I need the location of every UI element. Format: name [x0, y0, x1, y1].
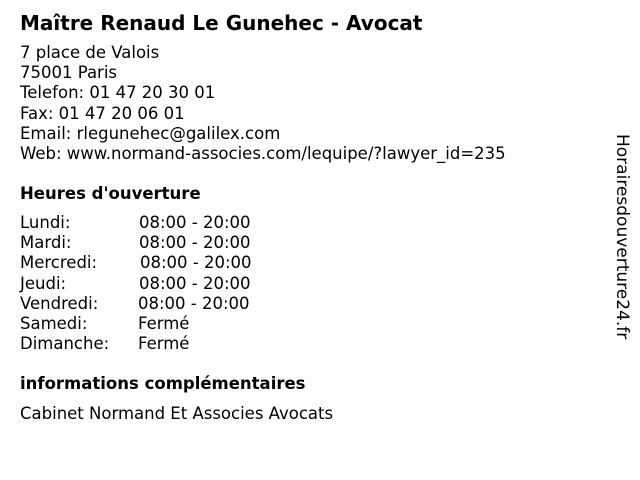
hours-row-thursday: [20, 274, 320, 294]
address-street: 7 place de Valois: [20, 43, 160, 62]
day-hours: 08:00 - 20:00: [140, 253, 252, 273]
fax-number: Fax: 01 47 20 06 01: [20, 103, 185, 123]
address-city: 75001 Paris: [20, 63, 118, 83]
day-label: Mercredi:: [20, 253, 98, 273]
hours-row-wednesday: [20, 253, 320, 273]
day-hours: 08:00 - 20:00: [139, 213, 251, 232]
contact-block: [20, 43, 506, 164]
day-label: Lundi:: [20, 213, 71, 232]
website-url: Web: www.normand-associes.com/lequipe/?lawyer_id=235: [20, 143, 506, 163]
day-hours: 08:00 - 20:00: [138, 293, 250, 313]
day-hours: Fermé: [138, 313, 190, 333]
day-hours: 08:00 - 20:00: [139, 273, 251, 293]
day-label: Jeudi:: [20, 273, 67, 293]
hours-row-tuesday: [20, 233, 320, 253]
site-brand-vertical: Horairesdouverture24.fr: [612, 134, 632, 340]
opening-hours-heading: Heures d'ouverture: [20, 184, 201, 203]
email-address: Email: rlegunehec@galilex.com: [20, 123, 281, 143]
opening-hours-table: [20, 213, 320, 354]
day-label: Vendredi:: [20, 293, 99, 313]
hours-row-saturday: [20, 314, 320, 334]
day-label: Dimanche:: [20, 334, 110, 354]
page-title: Maître Renaud Le Gunehec - Avocat: [20, 11, 423, 35]
phone-number: Telefon: 01 47 20 30 01: [20, 83, 216, 103]
day-hours: Fermé: [138, 334, 190, 354]
day-label: Mardi:: [20, 233, 72, 253]
additional-info-text: Cabinet Normand Et Associes Avocats: [20, 404, 334, 423]
additional-info-heading: informations complémentaires: [20, 374, 306, 393]
day-hours: 08:00 - 20:00: [139, 233, 251, 253]
hours-row-friday: [20, 294, 320, 314]
hours-row-sunday: [20, 334, 320, 354]
day-label: Samedi:: [20, 313, 88, 333]
hours-row-monday: [20, 213, 320, 233]
